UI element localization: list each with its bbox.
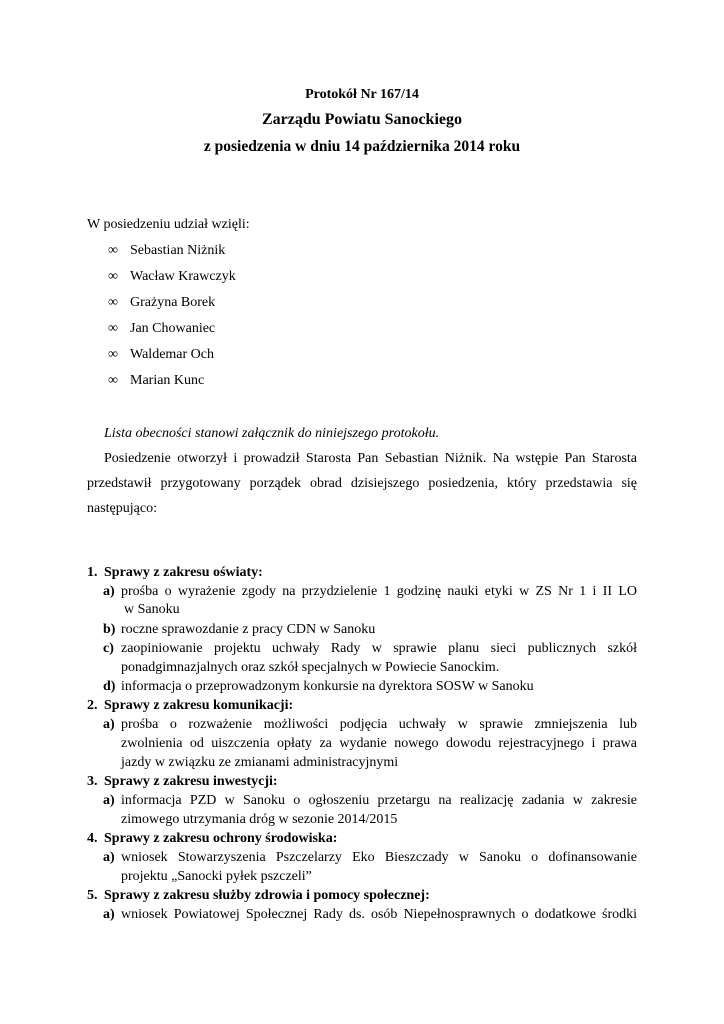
bullet-icon: ∞ bbox=[108, 373, 118, 388]
item-letter: a) bbox=[103, 850, 115, 865]
item-text: zwolnienia od uiszczenia opłaty za wydanie nowego dowodu rejestracyjnego i prawa bbox=[121, 736, 637, 751]
item-letter: a) bbox=[103, 793, 115, 808]
protocol-number: Protokół Nr 167/14 bbox=[305, 87, 419, 102]
attendee: Waldemar Och bbox=[130, 347, 214, 362]
agenda-title: Sprawy z zakresu komunikacji: bbox=[104, 698, 294, 713]
item-text: w Sanoku bbox=[124, 602, 180, 617]
item-text: wniosek Stowarzyszenia Pszczelarzy Eko Bieszczady w Sanoku o dofinansowanie bbox=[121, 850, 637, 865]
item-text: zaopiniowanie projektu uchwały Rady w sprawie planu sieci publicznych szkół bbox=[121, 641, 637, 656]
opening-line: następująco: bbox=[87, 501, 157, 516]
attendance-note: Lista obecności stanowi załącznik do niniejszego protokołu. bbox=[104, 426, 440, 441]
bullet-icon: ∞ bbox=[108, 321, 118, 336]
agenda-title: Sprawy z zakresu oświaty: bbox=[104, 565, 263, 580]
attendee: Marian Kunc bbox=[130, 373, 205, 388]
attendee: Wacław Krawczyk bbox=[130, 269, 236, 284]
agenda-number: 3. bbox=[87, 774, 98, 789]
item-letter: a) bbox=[103, 584, 115, 599]
item-text: jazdy w związku ze zmianami administracyjnymi bbox=[121, 755, 399, 770]
item-text: prośba o wyrażenie zgody na przydzielenie 1 godzinę nauki etyki w ZS Nr 1 i II LO bbox=[121, 584, 637, 599]
bullet-icon: ∞ bbox=[108, 347, 118, 362]
item-text: informacja PZD w Sanoku o ogłoszeniu przetargu na realizację zadania w zakresie bbox=[121, 793, 637, 808]
item-letter: d) bbox=[103, 679, 116, 694]
item-text: prośba o rozważenie możliwości podjęcia uchwały w sprawie zmniejszenia lub bbox=[121, 717, 637, 732]
meeting-date: z posiedzenia w dniu 14 października 2014 roku bbox=[203, 138, 521, 155]
agenda-title: Sprawy z zakresu służby zdrowia i pomocy społecznej: bbox=[104, 888, 430, 903]
item-letter: a) bbox=[103, 907, 115, 922]
bullet-icon: ∞ bbox=[108, 243, 118, 258]
board-name: Zarządu Powiatu Sanockiego bbox=[261, 111, 462, 128]
item-text: zimowego utrzymania dróg w sezonie 2014/2015 bbox=[121, 812, 398, 827]
item-text: ponadgimnazjalnych oraz szkół specjalnych w Powiecie Sanockim. bbox=[121, 660, 500, 675]
agenda-title: Sprawy z zakresu inwestycji: bbox=[104, 774, 278, 789]
agenda-number: 4. bbox=[87, 831, 98, 846]
opening-line: Posiedzenie otworzył i prowadził Starosta Pan Sebastian Niżnik. Na wstępie Pan Starosta bbox=[104, 451, 637, 466]
attendee: Jan Chowaniec bbox=[130, 321, 216, 336]
item-letter: b) bbox=[103, 622, 116, 637]
agenda-number: 1. bbox=[87, 565, 98, 580]
agenda-number: 2. bbox=[87, 698, 98, 713]
bullet-icon: ∞ bbox=[108, 269, 118, 284]
item-text: informacja o przeprowadzonym konkursie na dyrektora SOSW w Sanoku bbox=[121, 679, 534, 694]
agenda-number: 5. bbox=[87, 888, 98, 903]
opening-line: przedstawił przygotowany porządek obrad dzisiejszego posiedzenia, który przedstawia się bbox=[87, 476, 637, 491]
bullet-icon: ∞ bbox=[108, 295, 118, 310]
attendee: Grażyna Borek bbox=[130, 295, 216, 310]
item-text: wniosek Powiatowej Społecznej Rady ds. osób Niepełnosprawnych o dodatkowe środki bbox=[121, 907, 637, 922]
attendee: Sebastian Niżnik bbox=[130, 243, 226, 258]
agenda-title: Sprawy z zakresu ochrony środowiska: bbox=[104, 831, 338, 846]
attendance-intro: W posiedzeniu udział wzięli: bbox=[87, 217, 250, 232]
item-letter: a) bbox=[103, 717, 115, 732]
item-text: roczne sprawozdanie z pracy CDN w Sanoku bbox=[121, 622, 376, 637]
item-text: projektu „Sanocki pyłek pszczeli” bbox=[121, 869, 312, 884]
item-letter: c) bbox=[103, 641, 114, 656]
